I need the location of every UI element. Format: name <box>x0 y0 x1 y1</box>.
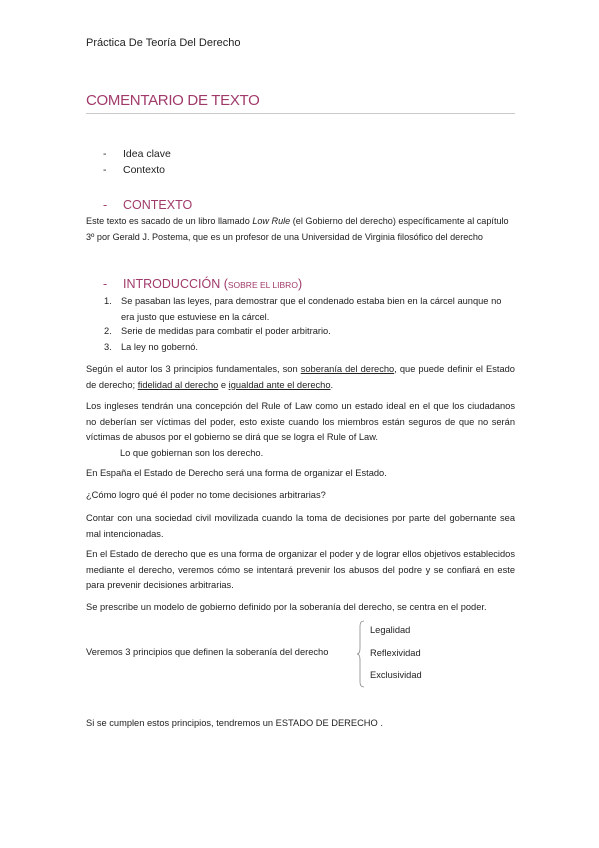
paragraph-modelo-gobierno: Se prescribe un modelo de gobierno definido por la soberanía del derecho, se centra en el poder. <box>86 602 487 612</box>
paragraph-principios: Según el autor los 3 principios fundamentales, son soberanía del derecho, que puede definir el Estado de derecho; fidelidad al derecho e igualdad ante el derecho. <box>86 364 515 390</box>
paragraph-estado-derecho: En el Estado de derecho que es una forma de organizar el poder y de lograr ellos objetivos establecidos mediante el derecho, veremos cómo se intentará prevenir los abusos del podre y se confiará en este para prevenir decisiones arbitrarias. <box>86 549 515 590</box>
paragraph-sociedad-civil: Contar con una sociedad civil movilizada cuando la toma de decisiones por parte del gobernante sea mal intencionadas. <box>86 513 515 539</box>
principle-reflexividad: Reflexividad <box>370 648 421 658</box>
paragraph-conclusion: Si se cumplen estos principios, tendremos un ESTADO DE DERECHO . <box>86 718 383 728</box>
paragraph-question: ¿Cómo logro qué él poder no tome decisiones arbitrarias? <box>86 490 326 500</box>
list-item: 1. Se pasaban las leyes, para demostrar que el condenado estaba bien en la cárcel aunque no era justo que estuviese en la cárcel. <box>104 296 502 322</box>
bullet-label: Contexto <box>123 164 166 176</box>
bullet-label: Idea clave <box>123 148 171 160</box>
paragraph-indented-line: Lo que gobiernan son los derecho. <box>120 447 264 458</box>
principle-legalidad: Legalidad <box>370 625 411 635</box>
page-header: Práctica De Teoría Del Derecho <box>86 37 241 49</box>
paragraph-espana: En España el Estado de Derecho será una forma de organizar el Estado. <box>86 468 387 478</box>
principles-intro-label: Veremos 3 principios que definen la soberanía del derecho <box>86 647 329 657</box>
contexto-paragraph: Este texto es sacado de un libro llamado Low Rule (el Gobierno del derecho) específicamente al capítulo 3º por Gerald J. Postema, que es un profesor de una Universidad de Virginia filosófico del derecho <box>86 216 509 242</box>
paragraph-rule-of-law: Los ingleses tendrán una concepción del Rule of Law como un estado ideal en el que los ciudadanos no deberían ser víctimas del poder, esto existe cuando los miembros están seguros de que no serán víctimas de abusos por el gobierno se dirá que se logra el Rule of Law. Lo que gobiernan son los derecho. <box>86 399 515 461</box>
curly-brace <box>357 620 365 688</box>
document-title: COMENTARIO DE TEXTO <box>86 92 260 109</box>
principle-exclusividad: Exclusividad <box>370 670 422 680</box>
title-divider <box>86 113 515 114</box>
